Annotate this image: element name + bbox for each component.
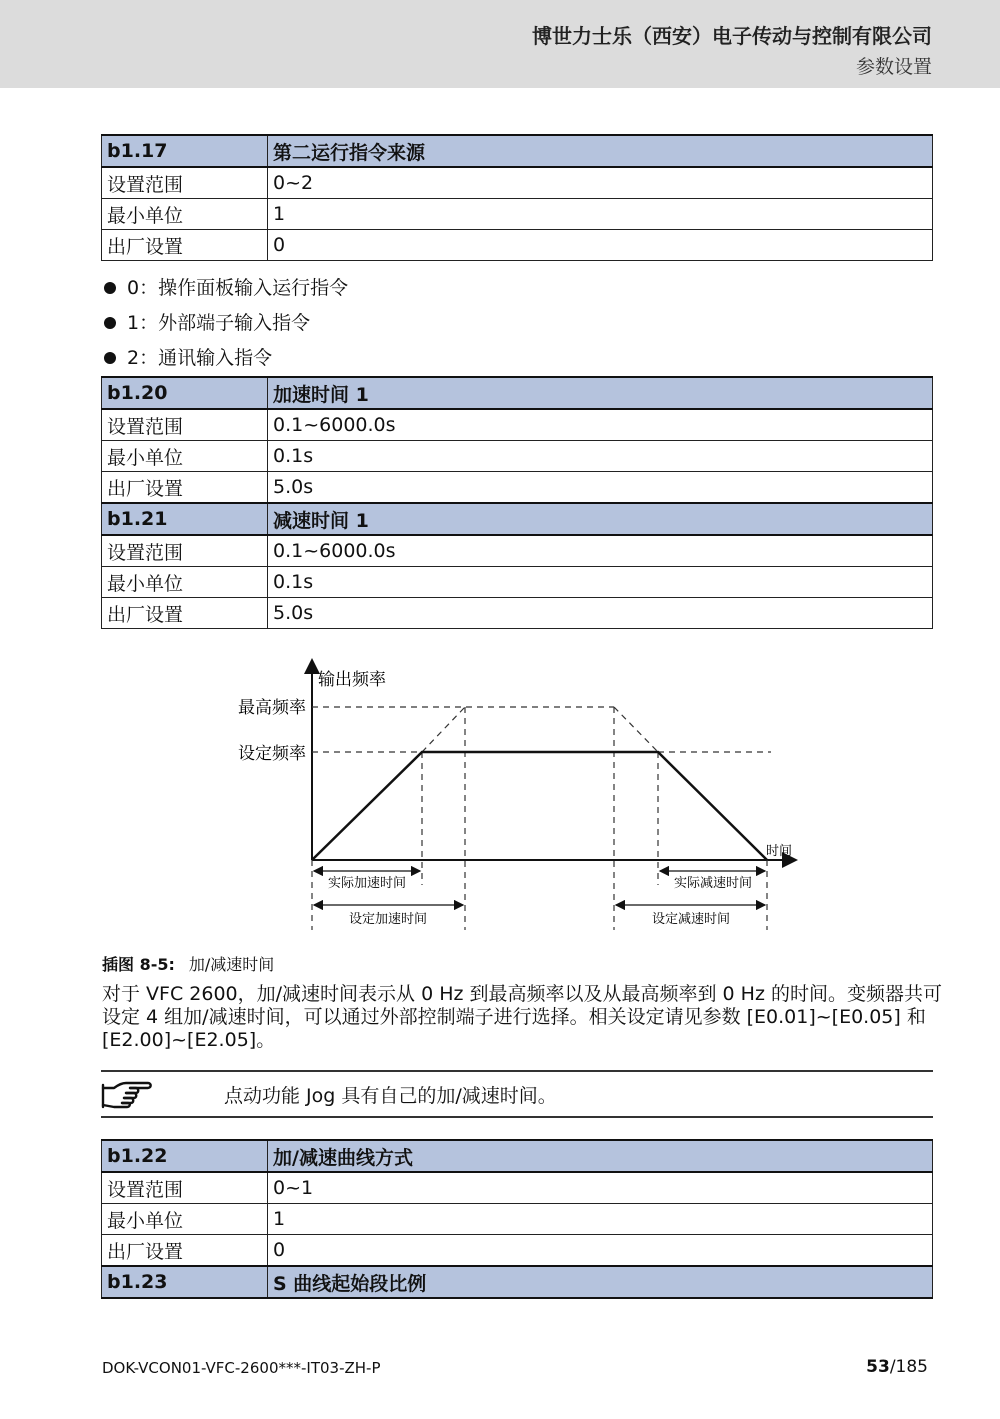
param-table-b1-17 (101, 134, 933, 261)
set-decel-label: 设定减速时间 (651, 912, 731, 927)
pointing-hand-icon (100, 1079, 154, 1111)
row-label: 出厂设置 (102, 598, 268, 629)
list-item (104, 305, 348, 340)
frequency-profile-line (312, 752, 767, 860)
table-header-row (102, 377, 933, 409)
table-row (102, 441, 933, 472)
row-label: 设置范围 (102, 535, 268, 567)
row-value: 0.1~6000.0s (268, 535, 933, 567)
actual-decel-label: 实际减速时间 (673, 876, 753, 891)
table-row (102, 1235, 933, 1267)
company-name: 博世力士乐（西安）电子传动与控制有限公司 (532, 24, 932, 48)
row-value: 1 (268, 199, 933, 230)
figure-caption (102, 952, 274, 975)
row-value: 0 (268, 1235, 933, 1267)
table-row (102, 1204, 933, 1235)
row-label: 出厂设置 (102, 230, 268, 261)
table-row (102, 1172, 933, 1204)
row-label: 出厂设置 (102, 472, 268, 504)
table-row (102, 535, 933, 567)
param-code: b1.23 (102, 1266, 268, 1298)
param-name: 加速时间 1 (268, 377, 933, 409)
row-value: 0~2 (268, 167, 933, 199)
section-title: 参数设置 (855, 56, 932, 78)
list-item (104, 270, 348, 305)
row-value: 0~1 (268, 1172, 933, 1204)
row-label: 出厂设置 (102, 1235, 268, 1267)
table-row (102, 167, 933, 199)
row-value: 0.1s (268, 567, 933, 598)
list-item-text: 0：操作面板输入运行指令 (127, 276, 349, 299)
set-accel-label: 设定加速时间 (348, 912, 428, 927)
table-header-row (102, 135, 933, 167)
table-row (102, 409, 933, 441)
row-value: 5.0s (268, 598, 933, 629)
table-row (102, 230, 933, 261)
param-table-b1-22-b1-23 (101, 1139, 933, 1299)
param-name: 加/减速曲线方式 (268, 1140, 933, 1172)
row-value: 1 (268, 1204, 933, 1235)
bullet-icon (104, 352, 116, 364)
accel-decel-diagram (226, 655, 816, 940)
row-value: 0 (268, 230, 933, 261)
note-bottom-divider (101, 1116, 933, 1118)
caption-number: 插图 8-5: (102, 955, 175, 974)
body-paragraph: 对于 VFC 2600，加/减速时间表示从 0 Hz 到最高频率以及从最高频率到 0 Hz 的时间。变频器共可设定 4 组加/减速时间，可以通过外部控制端子进行选择。相关设定请见参数 [E0.01]~[E0.05] 和[E2.00]~[E2.05]。 (102, 983, 942, 1051)
reference-lines (312, 707, 771, 930)
row-value: 5.0s (268, 472, 933, 504)
actual-accel-label: 实际加速时间 (327, 876, 407, 891)
bullet-icon (104, 317, 116, 329)
caption-title: 加/减速时间 (188, 955, 275, 974)
row-label: 设置范围 (102, 1172, 268, 1204)
table-row (102, 598, 933, 629)
row-value: 0.1~6000.0s (268, 409, 933, 441)
param-name: 第二运行指令来源 (268, 135, 933, 167)
document-id: DOK-VCON01-VFC-2600***-IT03-ZH-P (102, 1359, 381, 1377)
x-axis-label: 时间 (766, 844, 793, 859)
param-code: b1.17 (102, 135, 268, 167)
page-total: /185 (889, 1357, 928, 1377)
list-item (104, 340, 348, 375)
note-text: 点动功能 Jog 具有自己的加/减速时间。 (224, 1085, 557, 1107)
page-current: 53 (866, 1357, 890, 1377)
max-freq-label: 最高频率 (238, 698, 306, 718)
param-table-b1-20-b1-21 (101, 376, 933, 629)
row-label: 最小单位 (102, 1204, 268, 1235)
list-item-text: 1：外部端子输入指令 (127, 311, 311, 334)
row-label: 设置范围 (102, 409, 268, 441)
row-label: 设置范围 (102, 167, 268, 199)
table-row (102, 199, 933, 230)
param-code: b1.20 (102, 377, 268, 409)
bullet-icon (104, 282, 116, 294)
table-header-row (102, 1266, 933, 1298)
page-header (0, 0, 1000, 88)
param-code: b1.21 (102, 503, 268, 535)
list-item-text: 2：通讯输入指令 (127, 346, 273, 369)
option-list (104, 270, 348, 375)
param-name: S 曲线起始段比例 (268, 1266, 933, 1298)
row-label: 最小单位 (102, 441, 268, 472)
table-header-row (102, 503, 933, 535)
table-row (102, 472, 933, 504)
row-label: 最小单位 (102, 567, 268, 598)
table-row (102, 567, 933, 598)
set-freq-label: 设定频率 (238, 744, 306, 764)
param-name: 减速时间 1 (268, 503, 933, 535)
page-number (866, 1357, 928, 1377)
y-axis-label: 输出频率 (318, 670, 386, 690)
table-header-row (102, 1140, 933, 1172)
param-code: b1.22 (102, 1140, 268, 1172)
row-label: 最小单位 (102, 199, 268, 230)
note-top-divider (101, 1070, 933, 1072)
row-value: 0.1s (268, 441, 933, 472)
